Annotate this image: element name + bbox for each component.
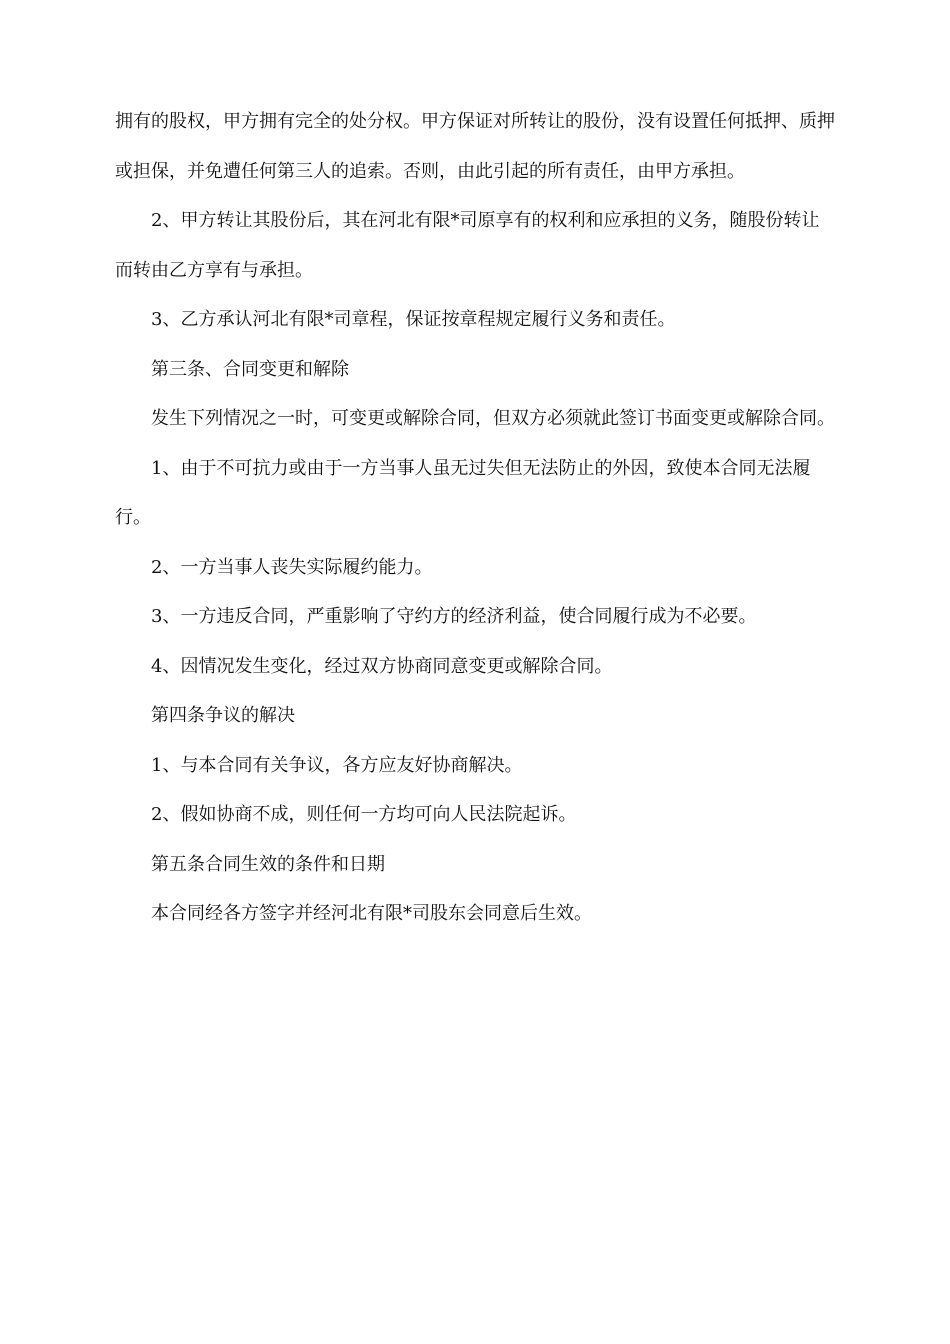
list-item-force-majeure: 1、由于不可抗力或由于一方当事人虽无过失但无法防止的外因，致使本合同无法履行。 (115, 457, 811, 528)
list-item-negotiation: 1、与本合同有关争议，各方应友好协商解决。 (151, 754, 523, 776)
document-body (115, 97, 837, 939)
paragraph-articles-acceptance: 3、乙方承认河北有限*司章程，保证按章程规定履行义务和责任。 (151, 309, 676, 330)
paragraph-effectiveness: 本合同经各方签字并经河北有限*司股东会同意后生效。 (151, 903, 592, 924)
heading-article-5: 第五条合同生效的条件和日期 (151, 853, 385, 875)
paragraph-change-conditions: 发生下列情况之一时，可变更或解除合同，但双方必须就此签订书面变更或解除合同。 (151, 408, 835, 429)
paragraph-share-disposal: 拥有的股权，甲方拥有完全的处分权。甲方保证对所转让的股份，没有设置任何抵押、质押或担保，并免遭任何第三人的追索。否则，由此引起的所有责任，由甲方承担。 (115, 111, 835, 182)
list-item-litigation: 2、假如协商不成，则任何一方均可向人民法院起诉。 (151, 804, 577, 825)
list-item-mutual-agreement: 4、因情况发生变化，经过双方协商同意变更或解除合同。 (151, 655, 613, 677)
heading-article-3: 第三条、合同变更和解除 (151, 358, 349, 380)
list-item-breach: 3、一方违反合同，严重影响了守约方的经济利益，使合同履行成为不必要。 (151, 606, 757, 627)
heading-article-4: 第四条争议的解决 (151, 705, 295, 726)
list-item-loss-of-capacity: 2、一方当事人丧失实际履约能力。 (151, 556, 433, 578)
paragraph-rights-transfer: 2、甲方转让其股份后，其在河北有限*司原享有的权利和应承担的义务，随股份转让而转由乙方享有与承担。 (115, 210, 820, 281)
